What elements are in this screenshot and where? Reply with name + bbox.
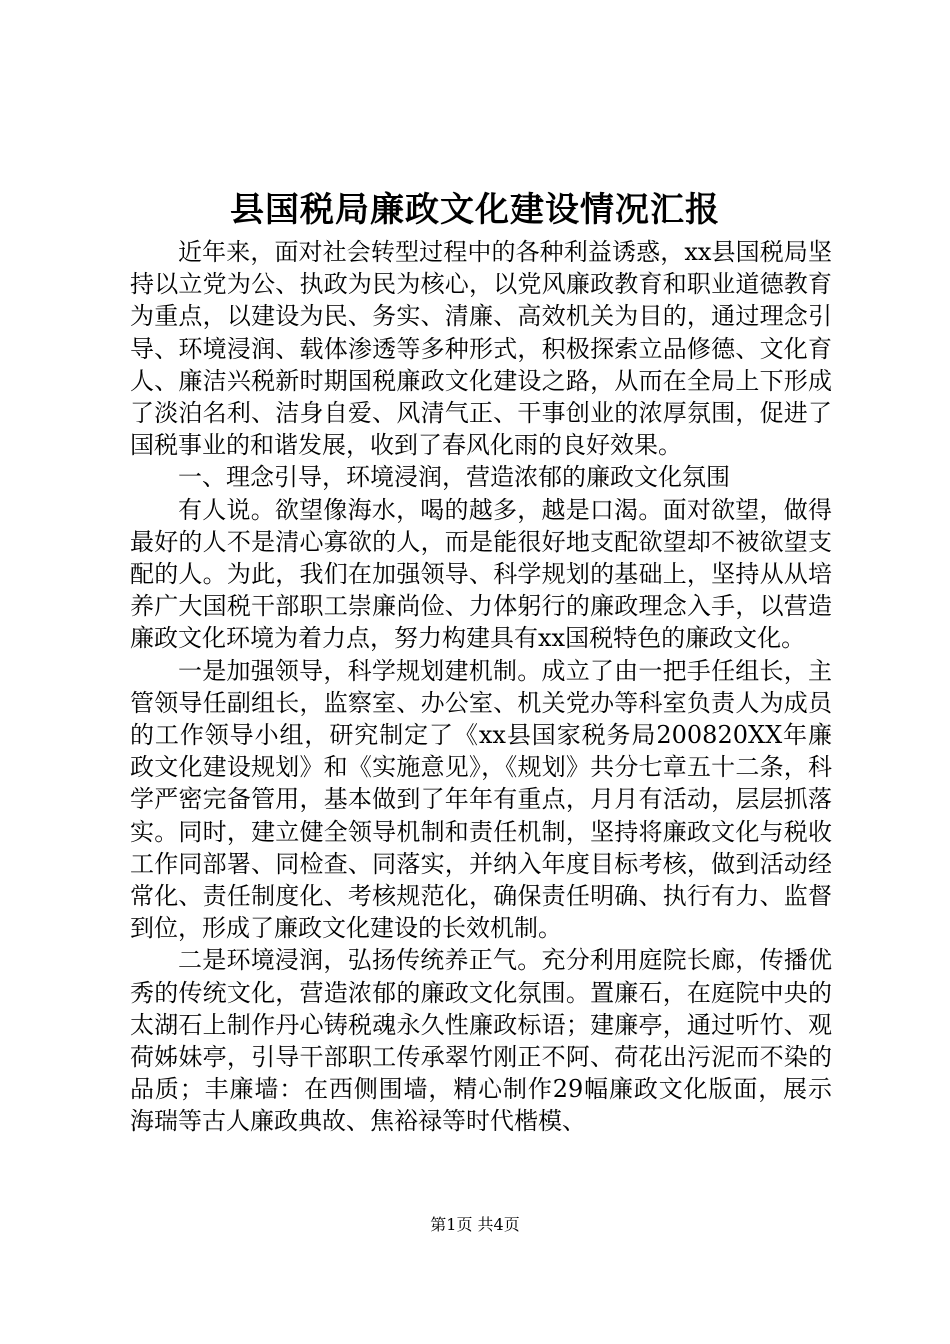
section-heading-1: 一、理念引导，环境浸润，营造浓郁的廉政文化氛围 (178, 463, 730, 492)
paragraph-point-2: 二是环境浸润，弘扬传统养正气。充分利用庭院长廊，传播优秀的传统文化，营造浓郁的廉政文化氛围。置廉石，在庭院中央的太湖石上制作丹心铸税魂永久性廉政标语；建廉亭，通过听竹、观荷姊妹亭，引导干部职工传承翠竹刚正不阿、荷花出污泥而不染的品质；丰廉墙：在西侧围墙，精心制作29幅廉政文化版面，展示海瑞等古人廉政典故、焦裕禄等时代楷模、 (130, 946, 832, 1136)
page-footer: 第1页 共4页 (430, 1215, 520, 1234)
document-body (130, 236, 832, 1138)
paragraph-point-1: 一是加强领导，科学规划建机制。成立了由一把手任组长，主管领导任副组长，监察室、办公室、机关党办等科室负责人为成员的工作领导小组，研究制定了《xx县国家税务局200820XX年廉政文化建设规划》和《实施意见》，《规划》共分七章五十二条，科学严密完备管用，基本做到了年年有重点，月月有活动，层层抓落实。同时，建立健全领导机制和责任机制，坚持将廉政文化与税收工作同部署、同检查、同落实，并纳入年度目标考核，做到活动经常化、责任制度化、考核规范化，确保责任明确、执行有力、监督到位，形成了廉政文化建设的长效机制。 (130, 656, 832, 943)
document-title: 县国税局廉政文化建设情况汇报 (230, 190, 720, 230)
paragraph-intro: 近年来，面对社会转型过程中的各种利益诱惑，xx县国税局坚持以立党为公、执政为民为核心，以党风廉政教育和职业道德教育为重点，以建设为民、务实、清廉、高效机关为目的，通过理念引导、环境浸润、载体渗透等多种形式，积极探索立品修德、文化育人、廉洁兴税新时期国税廉政文化建设之路，从而在全局上下形成了淡泊名利、洁身自爱、风清气正、干事创业的浓厚氛围，促进了国税事业的和谐发展，收到了春风化雨的良好效果。 (130, 238, 832, 460)
paragraph-section-1: 有人说。欲望像海水，喝的越多，越是口渴。面对欲望，做得最好的人不是清心寡欲的人，而是能很好地支配欲望却不被欲望支配的人。为此，我们在加强领导、科学规划的基础上，坚持从从培养广大国税干部职工崇廉尚俭、力体躬行的廉政理念入手，以营造廉政文化环境为着力点，努力构建具有xx国税特色的廉政文化。 (130, 495, 832, 653)
